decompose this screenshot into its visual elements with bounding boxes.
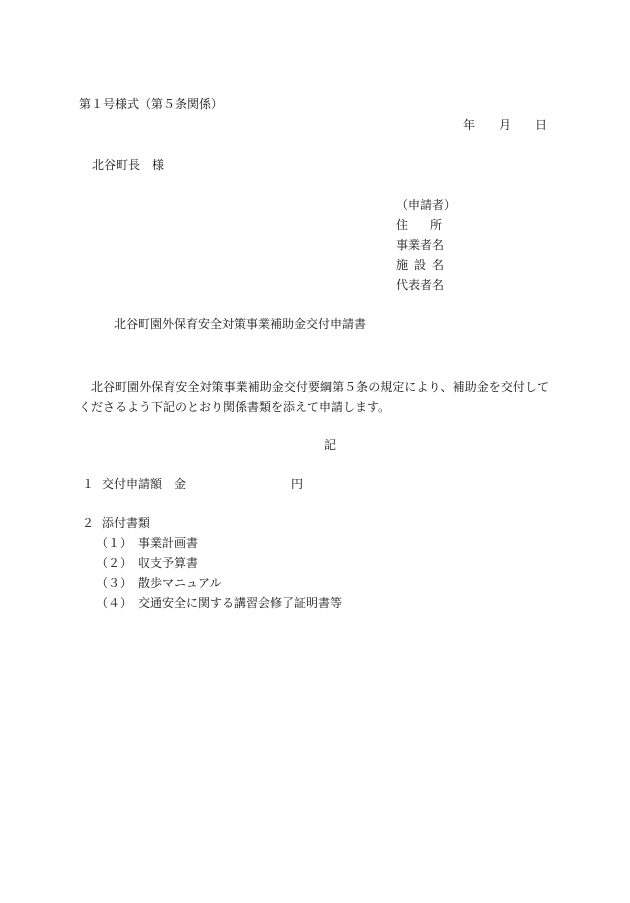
date-month: 月: [499, 118, 512, 132]
item-application-amount: [82, 478, 303, 490]
list-item: [96, 557, 342, 577]
form-number: 第１号様式（第５条関係）: [79, 97, 224, 111]
addressee-honorific: 様: [152, 158, 165, 172]
list-item: [96, 537, 342, 557]
attachment-label: 交通安全に関する講習会修了証明書等: [138, 596, 343, 610]
applicant-heading: （申請者）: [396, 198, 457, 212]
attachment-number: （２）: [96, 556, 133, 570]
item1-number: １: [82, 477, 95, 491]
item1-label: 交付申請額: [102, 477, 163, 491]
applicant-business-name-label: 事業者名: [396, 238, 445, 252]
ki-heading: 記: [324, 438, 337, 452]
attachment-number: （１）: [96, 536, 133, 550]
applicant-address-label: 住所: [396, 218, 465, 232]
document-title: 北谷町園外保育安全対策事業補助金交付申請書: [114, 317, 367, 331]
date-year: 年: [463, 118, 476, 132]
item1-prefix: 金: [174, 477, 187, 491]
item1-unit: 円: [291, 477, 304, 491]
applicant-block: [396, 199, 464, 299]
attachment-label: 事業計画書: [138, 536, 199, 550]
addressee: [92, 159, 164, 171]
attachment-number: （３）: [96, 576, 133, 590]
item2-label: 添付書類: [102, 516, 151, 530]
applicant-facility-name-label: 施設名: [396, 258, 451, 272]
addressee-name: 北谷町長: [92, 158, 141, 172]
date-line: [463, 119, 547, 131]
list-item: [96, 597, 342, 617]
attachment-list: [96, 537, 342, 617]
attachment-label: 散歩マニュアル: [138, 576, 222, 590]
item2-number: ２: [82, 516, 95, 530]
date-day: 日: [535, 118, 548, 132]
attachment-number: （４）: [96, 596, 133, 610]
item-attachments: [82, 517, 150, 529]
body-paragraph: 北谷町園外保育安全対策事業補助金交付要綱第５条の規定により、補助金を交付してくださるよう下記のとおり関係書類を添えて申請します。: [79, 380, 549, 414]
applicant-representative-label: 代表者名: [396, 278, 445, 292]
list-item: [96, 577, 342, 597]
attachment-label: 収支予算書: [138, 556, 199, 570]
